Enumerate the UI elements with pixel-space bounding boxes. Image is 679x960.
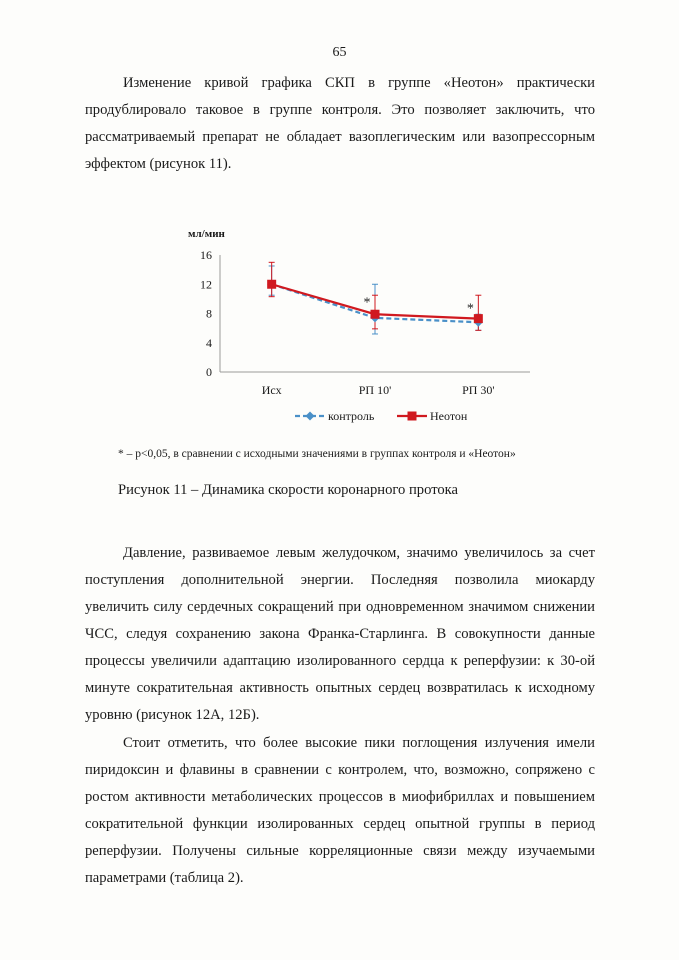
chart-svg: [180, 215, 540, 435]
legend-label: контроль: [328, 409, 375, 423]
legend-marker: [408, 412, 417, 421]
y-tick-label: 12: [200, 277, 212, 292]
coronary-flow-chart: [180, 215, 540, 435]
legend-marker: [306, 412, 315, 421]
paragraph-2: Давление, развиваемое левым желудочком, значимо увеличилось за счет поступления дополнительной энергии. Последняя позволила миокарду увеличить силу сердечных сокращений при одновременном значимом снижении ЧСС, следуя сохранению закона Франка-Старлинга. В совокупности данные процессы увеличили адаптацию изолированного сердца к реперфузии: к 30-ой минуте сократительная активность опытных сердец возвратилась к исходному уровню (рисунок 12А, 12Б).: [85, 545, 595, 723]
y-axis-label: мл/мин: [188, 228, 225, 240]
data-point: [267, 280, 276, 289]
y-tick-label: 4: [206, 335, 212, 350]
x-tick-label: Исх: [261, 383, 282, 397]
significance-marker: *: [466, 301, 474, 317]
page-number: 65: [332, 45, 347, 60]
legend-label: Неотон: [430, 409, 468, 423]
paragraph-3: Стоит отметить, что более высокие пики поглощения излучения имели пиридоксин и флавины в сравнении с контролем, что, возможно, сопряжено с ростом активности метаболических процессов в миофибриллах и повышением сократительной функции изолированных сердец опытной группы в период реперфузии. Получены сильные корреляционные связи между изучаемыми параметрами (таблица 2).: [85, 735, 595, 886]
paragraph-1: Изменение кривой графика СКП в группе «Неотон» практически продублировало таковое в группе контроля. Это позволяет заключить, что рассматриваемый препарат не обладает вазоплегическим или вазопрессорным эффектом (рисунок 11).: [85, 75, 595, 172]
x-tick-label: РП 10': [358, 383, 392, 397]
figure-caption: Рисунок 11 – Динамика скорости коронарного протока: [118, 482, 459, 498]
y-tick-label: 8: [206, 306, 212, 321]
x-tick-label: РП 30': [462, 383, 495, 397]
data-point: [371, 310, 380, 319]
data-point: [474, 314, 483, 323]
y-tick-label: 0: [206, 365, 212, 379]
figure-footnote: * – p<0,05, в сравнении с исходными значениями в группах контроля и «Неотон»: [118, 448, 516, 460]
y-tick-label: 16: [200, 248, 212, 262]
significance-marker: *: [363, 295, 371, 311]
